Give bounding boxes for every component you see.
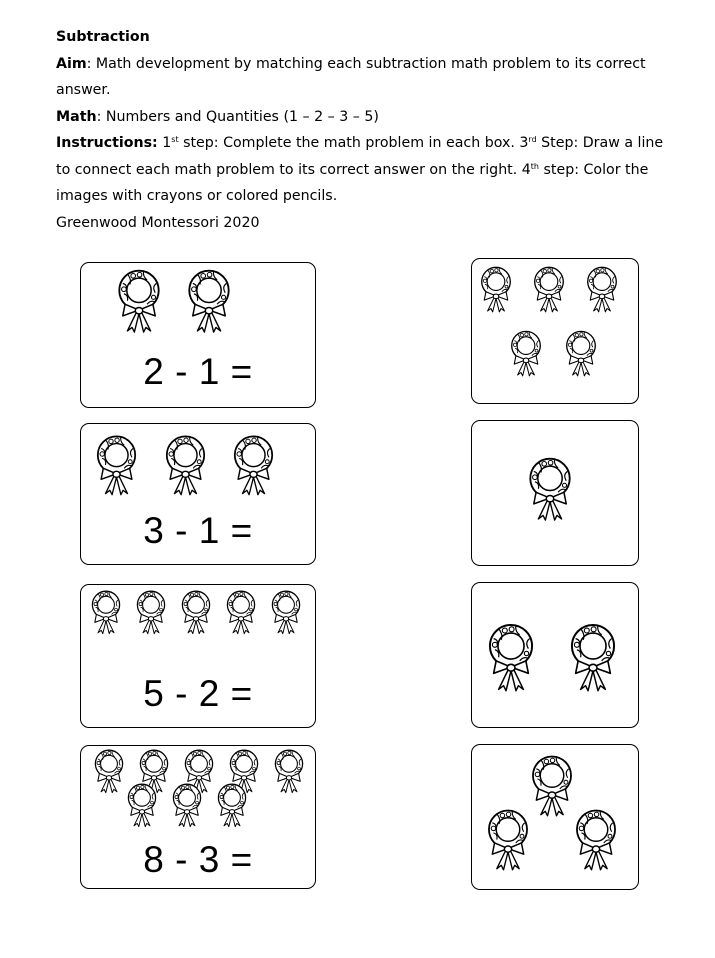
wreath-icon xyxy=(158,432,213,498)
wreath-icon xyxy=(480,806,536,873)
instructions-text-4: step: Color the images with crayons or colored pencils. xyxy=(56,161,649,204)
wreath-icon xyxy=(89,432,144,498)
problem-equation-1: 2 - 1 = xyxy=(143,351,253,392)
instructions-header xyxy=(56,24,676,236)
wreath-icon xyxy=(176,588,216,636)
wreath-icon xyxy=(110,266,168,336)
instructions-text-3: Step: Draw a line to connect each math problem to its correct answer on the right. 4 xyxy=(56,135,664,178)
math-text: : Numbers and Quantities (1 – 2 – 3 – 5) xyxy=(96,108,379,125)
instructions-text-1: 1 xyxy=(157,135,172,151)
wreath-icon xyxy=(212,781,252,829)
aim-line xyxy=(56,51,676,104)
wreath-icon xyxy=(560,328,602,378)
wreath-icon xyxy=(226,432,281,498)
wreath-icon xyxy=(122,781,162,829)
instructions-sup-1: st xyxy=(171,135,179,144)
instructions-text-2: step: Complete the math problem in each box. 3 xyxy=(178,135,529,151)
wreath-icon xyxy=(480,620,542,694)
wreath-icon xyxy=(475,264,517,314)
instructions-label: Instructions: xyxy=(56,135,158,151)
wreath-icon xyxy=(86,588,126,636)
math-line xyxy=(56,104,676,131)
wreath-icon xyxy=(528,264,570,314)
wreath-icon xyxy=(131,588,171,636)
wreath-icon xyxy=(581,264,623,314)
problem-equation-3: 5 - 2 = xyxy=(143,673,253,714)
credit-line: Greenwood Montessori 2020 xyxy=(56,214,260,231)
instructions-sup-3: th xyxy=(530,161,540,171)
wreath-icon xyxy=(269,747,309,795)
instructions-line xyxy=(56,130,676,210)
problem-equation-4: 8 - 3 = xyxy=(143,839,253,880)
wreath-icon xyxy=(521,454,579,524)
wreath-icon xyxy=(562,620,624,694)
problem-equation-2: 3 - 1 = xyxy=(143,510,253,551)
worksheet-title: Subtraction xyxy=(56,29,150,45)
wreath-icon xyxy=(568,806,624,873)
wreath-icon xyxy=(167,781,207,829)
aim-label: Aim xyxy=(56,55,87,72)
wreath-icon xyxy=(221,588,261,636)
wreath-icon xyxy=(180,266,238,336)
math-label: Math xyxy=(56,108,97,125)
wreath-icon xyxy=(266,588,306,636)
aim-text: : Math development by matching each subtraction math problem to its correct answer. xyxy=(56,55,646,98)
instructions-sup-2: rd xyxy=(528,135,537,144)
wreath-icon xyxy=(505,328,547,378)
